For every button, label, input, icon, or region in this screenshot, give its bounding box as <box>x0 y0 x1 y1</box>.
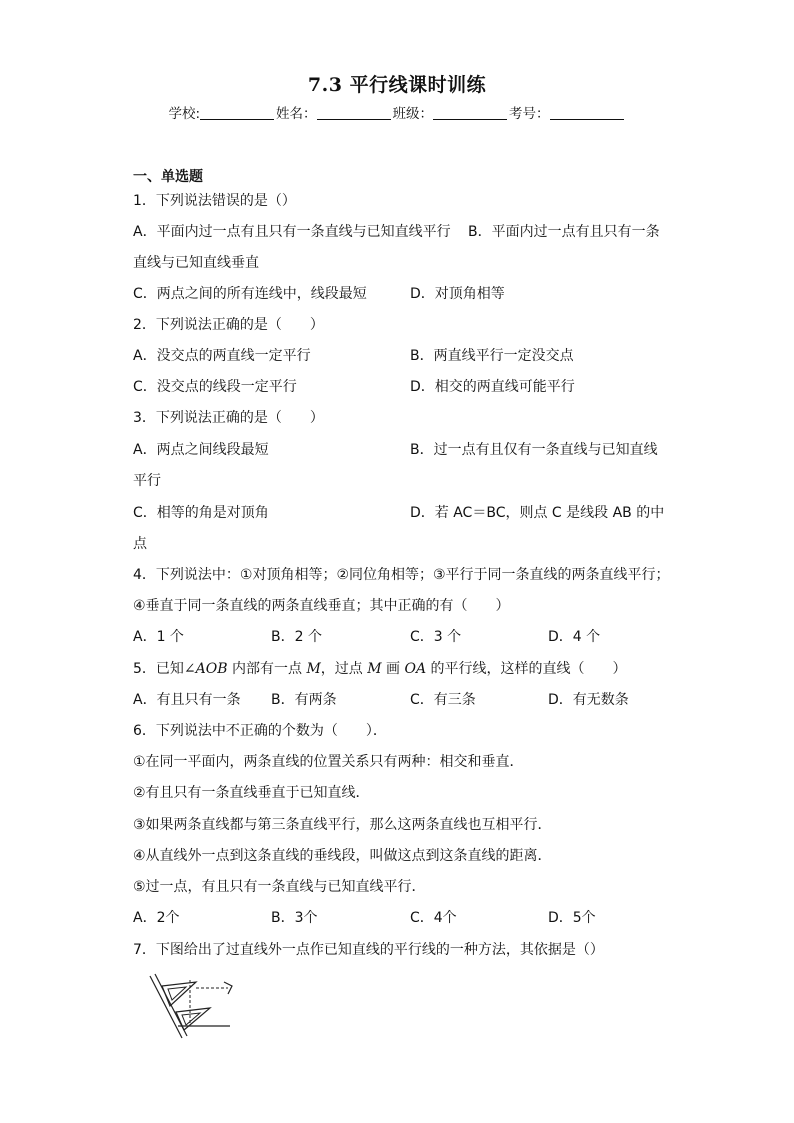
q6-statement-5: ⑤过一点，有且只有一条直线与已知直线平行． <box>133 879 426 895</box>
q2-option-c: C．没交点的线段一定平行 <box>133 379 297 395</box>
q1-option-d: D．对顶角相等 <box>410 286 505 302</box>
q6-statement-1: ①在同一平面内，两条直线的位置关系只有两种：相交和垂直． <box>133 754 524 770</box>
set-square-ruler-figure <box>148 972 243 1042</box>
q3-stem: 3．下列说法正确的是（ ） <box>133 410 324 426</box>
q4-option-b: B．2 个 <box>271 629 322 645</box>
q5-stem-mid2: ，过点 <box>320 661 368 677</box>
q3-option-d-cont: 点 <box>133 536 147 552</box>
name-blank[interactable] <box>317 105 391 120</box>
q3-option-a: A．两点之间线段最短 <box>133 442 269 458</box>
q1-option-c: C．两点之间的所有连线中，线段最短 <box>133 286 367 302</box>
q5-stem-post: 的平行线，这样的直线（ ） <box>426 661 627 677</box>
q1-option-a: A．平面内过一点有且只有一条直线与已知直线平行 <box>133 224 451 240</box>
q5-option-a: A．有且只有一条 <box>133 692 241 708</box>
section-heading: 一、单选题 <box>133 169 203 185</box>
school-blank[interactable] <box>200 105 274 120</box>
q6-statement-2: ②有且只有一条直线垂直于已知直线． <box>133 785 370 801</box>
q6-option-c: C．4个 <box>410 910 457 926</box>
q5-point-2: M <box>367 661 382 677</box>
q4-option-a: A．1 个 <box>133 629 184 645</box>
q6-statement-4: ④从直线外一点到这条直线的垂线段，叫做这点到这条直线的距离． <box>133 848 552 864</box>
q5-option-d: D．有无数条 <box>548 692 629 708</box>
q2-stem: 2．下列说法正确的是（ ） <box>133 317 324 333</box>
q2-option-a: A．没交点的两直线一定平行 <box>133 348 311 364</box>
class-label: 班级： <box>392 106 434 122</box>
exam-no-blank[interactable] <box>550 105 624 120</box>
q4-stem-cont: ④垂直于同一条直线的两条直线垂直；其中正确的有（ ） <box>133 598 510 614</box>
q7-stem: 7．下图给出了过直线外一点作已知直线的平行线的一种方法，其依据是（） <box>133 942 604 958</box>
q1-stem: 1．下列说法错误的是（） <box>133 193 296 209</box>
q3-option-b: B．过一点有且仅有一条直线与已知直线 <box>410 442 658 458</box>
q5-option-b: B．有两条 <box>271 692 337 708</box>
name-label: 姓名： <box>276 106 317 122</box>
q5-stem-pre: 5．已知 <box>133 661 184 677</box>
q5-ray: OA <box>404 661 427 677</box>
q3-option-d: D．若 AC＝BC，则点 C 是线段 AB 的中 <box>410 505 665 521</box>
q1-option-b: B．平面内过一点有且只有一条 <box>468 224 660 240</box>
q5-option-c: C．有三条 <box>410 692 476 708</box>
q5-stem <box>133 659 627 679</box>
class-blank[interactable] <box>433 105 507 120</box>
q4-option-c: C．3 个 <box>410 629 462 645</box>
q3-option-b-cont: 平行 <box>133 473 161 489</box>
q6-stem: 6．下列说法中不正确的个数为（ ）． <box>133 723 387 739</box>
q4-option-d: D．4 个 <box>548 629 601 645</box>
student-info-line <box>0 102 794 122</box>
q4-stem: 4．下列说法中：①对顶角相等；②同位角相等；③平行于同一条直线的两条直线平行； <box>133 567 670 583</box>
q5-stem-mid1: 内部有一点 <box>227 661 307 677</box>
q6-statement-3: ③如果两条直线都与第三条直线平行，那么这两条直线也互相平行． <box>133 817 552 833</box>
q5-point: M <box>306 661 321 677</box>
exam-no-label: 考号： <box>509 106 550 122</box>
q6-option-d: D．5个 <box>548 910 596 926</box>
q5-angle: ∠AOB <box>183 661 228 677</box>
q6-option-b: B．3个 <box>271 910 318 926</box>
q2-option-b: B．两直线平行一定没交点 <box>410 348 574 364</box>
q3-option-c: C．相等的角是对顶角 <box>133 505 269 521</box>
school-label: 学校: <box>168 106 201 122</box>
q6-option-a: A．2个 <box>133 910 180 926</box>
q1-option-b-cont: 直线与已知直线垂直 <box>133 255 259 271</box>
q2-option-d: D．相交的两直线可能平行 <box>410 379 575 395</box>
page-title: 7.3 平行线课时训练 <box>307 74 487 96</box>
q5-stem-mid3: 画 <box>381 661 405 677</box>
